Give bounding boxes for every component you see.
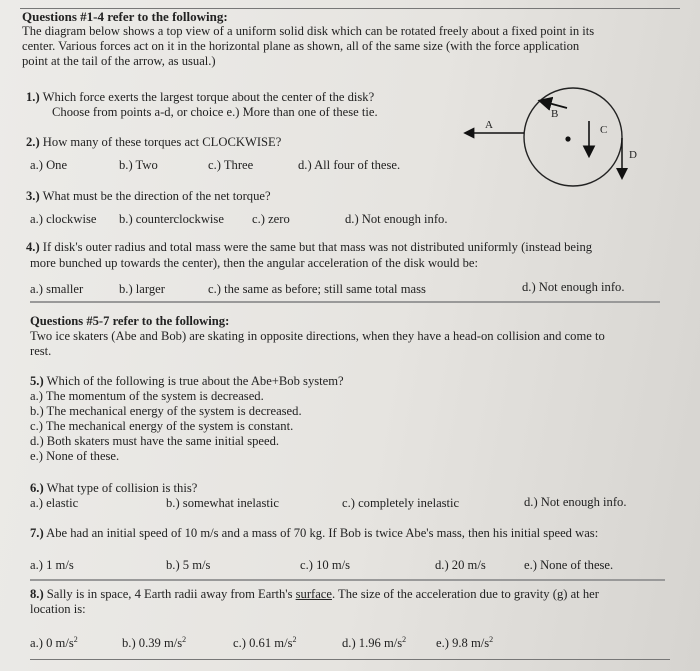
section1-intro-line3: point at the tail of the arrow, as usual.) xyxy=(22,54,216,68)
q3-text: What must be the direction of the net torque? xyxy=(42,189,271,203)
q8-line1 xyxy=(30,587,599,601)
q4-text: If disk's outer radius and total mass were the same but that mass was not distributed uniformly (instead being xyxy=(42,240,593,254)
q7-option-e[interactable]: e.) None of these. xyxy=(524,558,614,572)
disk-outline xyxy=(524,88,622,186)
q6-option-b[interactable]: b.) somewhat inelastic xyxy=(166,496,279,510)
q8-option-a-exp: 2 xyxy=(73,634,78,644)
label-d: D xyxy=(629,149,637,161)
q3-line xyxy=(26,189,271,203)
q3-option-c[interactable]: c.) zero xyxy=(252,212,290,226)
q8-option-b-text: b.) 0.39 m/s xyxy=(122,636,183,650)
q8-option-d-text: d.) 1.96 m/s xyxy=(342,636,403,650)
q2-option-c[interactable]: c.) Three xyxy=(208,158,254,172)
divider-2 xyxy=(30,579,665,581)
q7-option-d[interactable]: d.) 20 m/s xyxy=(435,558,486,572)
q5-line xyxy=(30,374,344,388)
q1-line2: Choose from points a-d, or choice e.) More than one of these tie. xyxy=(52,105,378,119)
q5-number: 5.) xyxy=(30,374,44,388)
q8-text-post: . The size of the acceleration due to gravity (g) at her xyxy=(331,587,599,601)
q4-option-c[interactable]: c.) the same as before; still same total mass xyxy=(208,282,426,296)
q1-number: 1.) xyxy=(26,90,40,104)
q5-option-c[interactable]: c.) The mechanical energy of the system is constant. xyxy=(30,419,294,433)
label-c: C xyxy=(600,124,608,136)
q5-option-b[interactable]: b.) The mechanical energy of the system is decreased. xyxy=(30,404,302,418)
q7-line xyxy=(30,526,598,540)
section1-heading: Questions #1-4 refer to the following: xyxy=(22,9,228,24)
q6-option-c[interactable]: c.) completely inelastic xyxy=(342,496,460,510)
q8-text-underlined: surface xyxy=(295,587,332,601)
label-a: A xyxy=(485,119,493,131)
q4-option-d[interactable]: d.) Not enough info. xyxy=(522,280,625,294)
q6-option-a[interactable]: a.) elastic xyxy=(30,496,79,510)
q8-option-d[interactable] xyxy=(342,636,406,650)
q2-option-d[interactable]: d.) All four of these. xyxy=(298,158,401,172)
q8-option-c[interactable] xyxy=(233,636,296,650)
q5-option-e[interactable]: e.) None of these. xyxy=(30,449,120,463)
q8-option-c-text: c.) 0.61 m/s xyxy=(233,636,293,650)
q8-option-e[interactable] xyxy=(436,636,493,650)
q6-text: What type of collision is this? xyxy=(46,481,198,495)
divider-1 xyxy=(30,301,660,303)
q5-text: Which of the following is true about the Abe+Bob system? xyxy=(46,374,344,388)
q7-text: Abe had an initial speed of 10 m/s and a mass of 70 kg. If Bob is twice Abe's mass, then his initial speed was: xyxy=(46,526,599,540)
q8-line2: location is: xyxy=(30,602,86,616)
q7-option-b[interactable]: b.) 5 m/s xyxy=(166,558,211,572)
q4-line2: more bunched up towards the center), then the angular acceleration of the disk would be: xyxy=(30,256,478,270)
q4-option-a[interactable]: a.) smaller xyxy=(30,282,84,296)
q2-line xyxy=(26,135,281,149)
q6-line xyxy=(30,481,197,495)
label-b: B xyxy=(551,108,559,120)
q1-text: Which force exerts the largest torque about the center of the disk? xyxy=(42,90,375,104)
q8-option-a[interactable] xyxy=(30,636,78,650)
section2-intro-line1: Two ice skaters (Abe and Bob) are skating in opposite directions, when they have a head-on collision and come to xyxy=(30,329,605,343)
q7-option-c[interactable]: c.) 10 m/s xyxy=(300,558,351,572)
q8-option-a-text: a.) 0 m/s xyxy=(30,636,74,650)
q2-number: 2.) xyxy=(26,135,40,149)
q2-option-a[interactable]: a.) One xyxy=(30,158,68,172)
q4-option-b[interactable]: b.) larger xyxy=(119,282,165,296)
section1-intro-line1: The diagram below shows a top view of a uniform solid disk which can be rotated freely about a fixed point in its xyxy=(22,24,595,38)
q8-option-e-text: e.) 9.8 m/s xyxy=(436,636,490,650)
disk-center-point xyxy=(565,136,570,141)
q4-number: 4.) xyxy=(26,240,40,254)
q6-number: 6.) xyxy=(30,481,44,495)
q8-text-pre: Sally is in space, 4 Earth radii away from Earth's xyxy=(46,587,296,601)
q3-option-b[interactable]: b.) counterclockwise xyxy=(119,212,224,226)
q8-option-b[interactable] xyxy=(122,636,186,650)
q6-option-d[interactable]: d.) Not enough info. xyxy=(524,495,627,509)
q8-number: 8.) xyxy=(30,587,44,601)
q8-option-e-exp: 2 xyxy=(489,634,494,644)
q5-option-a[interactable]: a.) The momentum of the system is decreased. xyxy=(30,389,264,403)
q1-line1 xyxy=(26,90,374,104)
q8-option-b-exp: 2 xyxy=(182,634,187,644)
q8-option-d-exp: 2 xyxy=(402,634,407,644)
q3-option-a[interactable]: a.) clockwise xyxy=(30,212,97,226)
q3-number: 3.) xyxy=(26,189,40,203)
section2-heading: Questions #5-7 refer to the following: xyxy=(30,314,230,328)
q7-option-a[interactable]: a.) 1 m/s xyxy=(30,558,74,572)
q7-number: 7.) xyxy=(30,526,44,540)
q4-line1 xyxy=(26,240,592,254)
bottom-rule xyxy=(30,659,670,660)
section1-intro-line2: center. Various forces act on it in the horizontal plane as shown, all of the same size (with the force application xyxy=(22,39,580,53)
q3-option-d[interactable]: d.) Not enough info. xyxy=(345,212,448,226)
q2-text: How many of these torques act CLOCKWISE? xyxy=(42,135,282,149)
q5-option-d[interactable]: d.) Both skaters must have the same initial speed. xyxy=(30,434,280,448)
section2-intro-line2: rest. xyxy=(30,344,52,358)
q2-option-b[interactable]: b.) Two xyxy=(119,158,158,172)
q8-option-c-exp: 2 xyxy=(292,634,297,644)
